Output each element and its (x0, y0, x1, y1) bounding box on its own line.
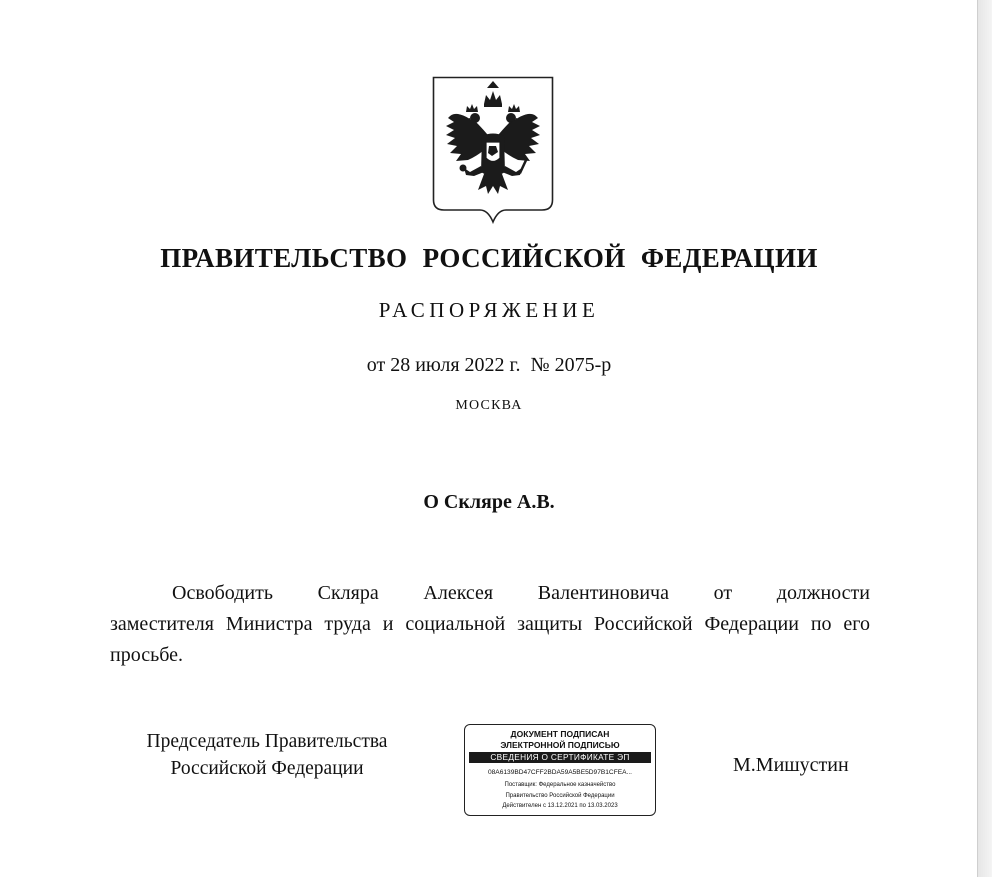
stamp-certificate-header: СВЕДЕНИЯ О СЕРТИФИКАТЕ ЭП (469, 752, 651, 763)
coat-of-arms-icon (432, 76, 554, 224)
issuer-title: ПРАВИТЕЛЬСТВО РОССИЙСКОЙ ФЕДЕРАЦИИ (160, 243, 818, 273)
stamp-line-2: ЭЛЕКТРОННОЙ ПОДПИСЬЮ (500, 740, 620, 750)
signer-title-line-1: Председатель Правительства (146, 731, 388, 752)
signer-title (112, 728, 422, 782)
document-date-number: от 28 июля 2022 г. № 2075-р (366, 354, 612, 376)
stamp-supplier: Поставщик: Федеральное казначейство (504, 782, 616, 788)
body-first-line: Освободить Скляра Алексея Валентиновича от должности (172, 582, 870, 604)
signer-title-line-2: Российской Федерации (170, 758, 364, 779)
stamp-owner: Правительство Российской Федерации (505, 793, 615, 799)
stamp-certificate-id: 08A6139BD47CFF2BDA59A5BE5D97B1CFEA... (487, 769, 633, 776)
stamp-line-1: ДОКУМЕНТ ПОДПИСАН (510, 729, 610, 739)
signer-name: М.Мишустин (733, 754, 849, 776)
page-edge-shadow (978, 0, 992, 877)
electronic-signature-stamp (464, 724, 656, 816)
document-body (110, 578, 870, 671)
stamp-validity: Действителен с 13.12.2021 по 13.03.2023 (502, 803, 618, 809)
document-subject: О Скляре А.В. (423, 491, 555, 513)
body-continuation: заместителя Министра труда и социальной защиты Российской Федерации по его просьбе. (110, 613, 870, 666)
document-city: МОСКВА (455, 398, 523, 413)
document-type: РАСПОРЯЖЕНИЕ (378, 298, 600, 322)
